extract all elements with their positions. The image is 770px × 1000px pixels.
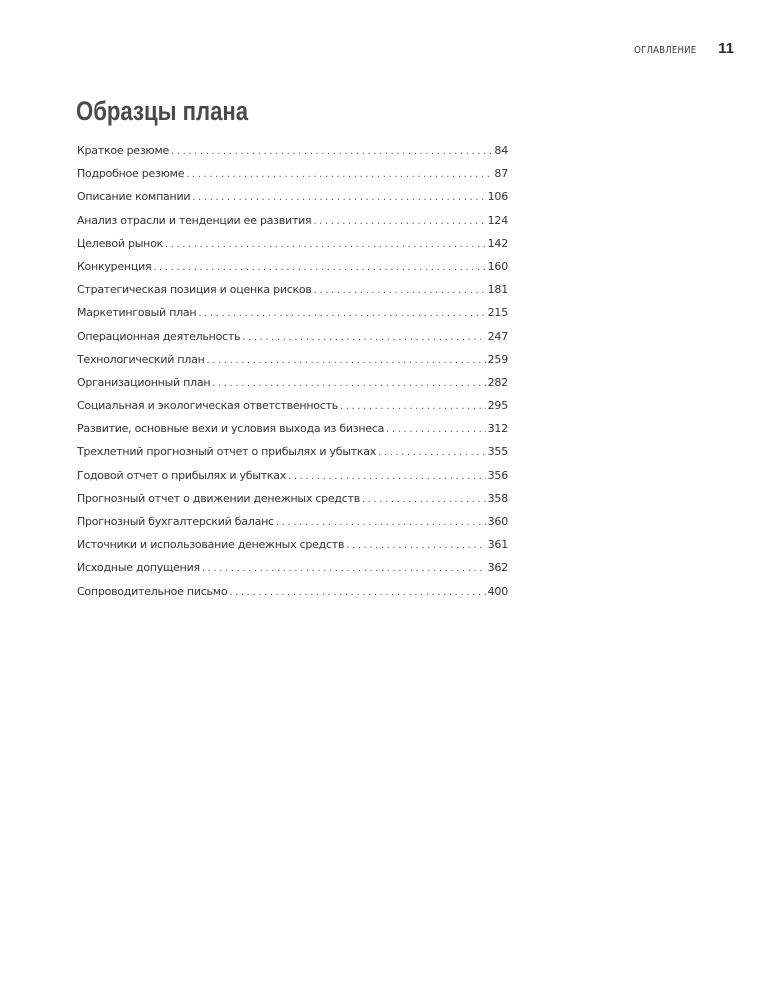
toc-entry-title: Прогнозный отчет о движении денежных средств	[77, 491, 360, 505]
toc-entry-page: 247	[487, 329, 508, 343]
toc-entry-title: Технологический план	[77, 352, 205, 366]
toc-entry[interactable]	[77, 260, 508, 283]
toc-leader-dots	[288, 471, 486, 482]
toc-entry-title: Анализ отрасли и тенденции ее развития	[77, 213, 312, 227]
toc-entry-page: 312	[487, 422, 508, 436]
toc-leader-dots	[340, 401, 486, 412]
toc-entry-title: Стратегическая позиция и оценка рисков	[77, 283, 312, 297]
toc-entry-page: 282	[487, 375, 508, 389]
toc-leader-dots	[378, 447, 486, 458]
toc-entry-page: 181	[487, 283, 508, 297]
toc-entry[interactable]	[77, 214, 508, 237]
toc-entry-page: 215	[487, 306, 508, 320]
toc-entry-title: Конкуренция	[77, 259, 152, 273]
toc-entry-page: 358	[487, 491, 508, 505]
toc-leader-dots	[198, 308, 485, 319]
toc-entry-title: Социальная и экологическая ответственность	[77, 399, 338, 413]
toc-entry-title: Исходные допущения	[77, 561, 200, 575]
toc-entry-page: 124	[487, 213, 508, 227]
toc-entry[interactable]	[77, 445, 508, 468]
toc-entry[interactable]	[77, 515, 508, 538]
toc-leader-dots	[212, 378, 485, 389]
toc-leader-dots	[313, 216, 485, 227]
toc-leader-dots	[242, 332, 485, 343]
toc-entry-title: Сопроводительное письмо	[77, 584, 228, 598]
toc-entry[interactable]	[77, 237, 508, 260]
toc-leader-dots	[362, 494, 486, 505]
toc-entry-title: Целевой рынок	[77, 236, 163, 250]
toc-entry[interactable]	[77, 144, 508, 167]
toc-leader-dots	[314, 285, 486, 296]
toc-entry-title: Маркетинговый план	[77, 306, 197, 320]
toc-entry[interactable]	[77, 167, 508, 190]
toc-entry[interactable]	[77, 306, 508, 329]
toc-entry-title: Краткое резюме	[77, 144, 170, 157]
section-title: Образцы плана	[76, 96, 249, 126]
toc-entry[interactable]	[77, 422, 508, 445]
toc-leader-dots	[276, 517, 486, 528]
toc-leader-dots	[192, 192, 485, 203]
toc-entry-page: 295	[487, 399, 508, 413]
toc-entry-title: Операционная деятельность	[77, 329, 241, 343]
toc-leader-dots	[171, 146, 492, 157]
toc-entry-title: Годовой отчет о прибылях и убытках	[77, 468, 287, 482]
toc-entry[interactable]	[77, 469, 508, 492]
toc-entry-title: Трехлетний прогнозный отчет о прибылях и убытках	[77, 445, 377, 459]
toc-entry-page: 360	[487, 515, 508, 528]
toc-entry[interactable]	[77, 376, 508, 399]
toc-entry-page: 361	[487, 538, 508, 552]
toc-leader-dots	[346, 540, 485, 551]
toc-entry-page: 106	[487, 190, 508, 204]
toc-entry-title: Развитие, основные вехи и условия выхода из бизнеса	[77, 422, 385, 436]
toc-leader-dots	[186, 169, 492, 180]
toc-entry[interactable]	[77, 492, 508, 515]
toc-entry-page: 356	[487, 468, 508, 482]
toc-entry-page: 355	[487, 445, 508, 459]
toc-leader-dots	[386, 424, 485, 435]
toc-entry-page: 142	[487, 236, 508, 250]
toc-entry-title: Подробное резюме	[77, 167, 185, 181]
toc-entry[interactable]	[77, 585, 508, 608]
toc-entry-page: 400	[487, 584, 508, 598]
toc-entry[interactable]	[77, 190, 508, 213]
toc-leader-dots	[229, 587, 485, 598]
toc-leader-dots	[165, 239, 486, 250]
toc-entry-page: 160	[487, 259, 508, 273]
toc-entry-title: Организационный план	[77, 375, 211, 389]
toc-leader-dots	[153, 262, 485, 273]
page-number: 11	[718, 40, 734, 57]
toc-entry-title: Прогнозный бухгалтерский баланс	[77, 515, 274, 528]
toc-entry-page: 259	[487, 352, 508, 366]
toc-entry-page: 84	[494, 144, 508, 157]
table-of-contents	[77, 144, 508, 608]
toc-entry[interactable]	[77, 353, 508, 376]
toc-leader-dots	[202, 563, 486, 574]
toc-entry-page: 362	[487, 561, 508, 575]
toc-entry-page: 87	[494, 167, 508, 181]
toc-entry[interactable]	[77, 283, 508, 306]
running-head	[624, 40, 734, 57]
toc-entry[interactable]	[77, 330, 508, 353]
running-head-label: ОГЛАВЛЕНИЕ	[633, 45, 697, 56]
toc-entry[interactable]	[77, 538, 508, 561]
toc-entry[interactable]	[77, 399, 508, 422]
toc-entry[interactable]	[77, 561, 508, 584]
toc-leader-dots	[207, 355, 486, 366]
toc-entry-title: Описание компании	[77, 190, 191, 204]
toc-entry-title: Источники и использование денежных средств	[77, 538, 345, 552]
